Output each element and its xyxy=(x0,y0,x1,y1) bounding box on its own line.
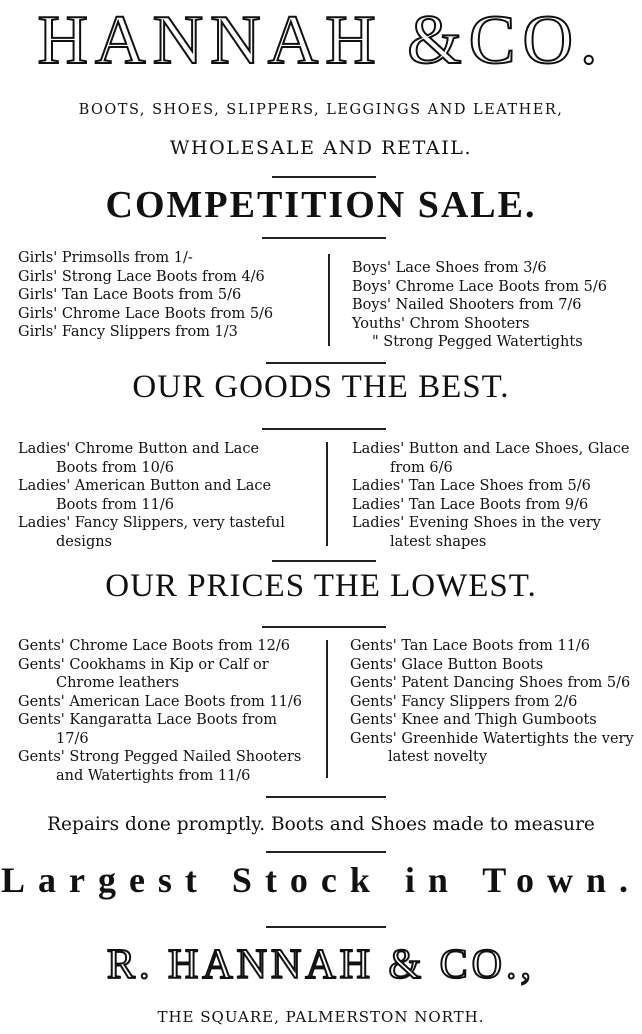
list-item: Gents' Chrome Lace Boots from 12/6 xyxy=(18,638,290,654)
list-item: Ladies' Fancy Slippers, very tasteful xyxy=(18,515,285,531)
headline-goods-best: OUR GOODS THE BEST. xyxy=(132,369,510,405)
list-item: Gents' Tan Lace Boots from 11/6 xyxy=(350,638,591,654)
firm-address: THE SQUARE, PALMERSTON NORTH. xyxy=(157,1008,485,1026)
ladies-price-list-left xyxy=(18,440,318,551)
divider xyxy=(262,237,386,239)
list-item: Boys' Lace Shoes from 3/6 xyxy=(352,260,547,276)
list-item-continued: Boots from 11/6 xyxy=(56,496,174,513)
list-item-continued: 17/6 xyxy=(56,730,89,747)
ladies-price-list-right xyxy=(352,440,640,551)
list-item: Gents' Greenhide Watertights the very xyxy=(350,730,634,747)
list-item: Gents' Glace Button Boots xyxy=(350,656,544,673)
divider xyxy=(262,626,386,628)
largest-stock-slogan: Largest Stock in Town. xyxy=(0,860,642,900)
list-item: Gents' American Lace Boots from 11/6 xyxy=(18,693,302,710)
list-item: " Strong Pegged Watertights xyxy=(372,334,583,350)
gents-price-list-left xyxy=(18,637,318,785)
firm-name-title: HANNAH &CO. xyxy=(37,2,605,79)
list-item: Girls' Tan Lace Boots from 5/6 xyxy=(18,287,242,303)
list-item: Boys' Nailed Shooters from 7/6 xyxy=(352,297,582,313)
list-item: Ladies' Tan Lace Boots from 9/6 xyxy=(352,496,589,513)
list-item: Girls' Fancy Slippers from 1/3 xyxy=(18,324,238,340)
column-divider xyxy=(326,442,328,546)
list-item: Ladies' Button and Lace Shoes, Glace xyxy=(352,441,630,457)
product-lines: BOOTS, SHOES, SLIPPERS, LEGGINGS AND LEATHER, xyxy=(78,102,564,118)
list-item: Ladies' Evening Shoes in the very xyxy=(352,515,601,531)
gents-price-list-right xyxy=(350,637,640,767)
list-item-continued: Chrome leathers xyxy=(56,675,180,691)
list-item-continued: latest shapes xyxy=(390,533,487,550)
list-item: Ladies' Chrome Button and Lace xyxy=(18,441,260,457)
list-item-continued: from 6/6 xyxy=(390,459,453,476)
list-item: Boys' Chrome Lace Boots from 5/6 xyxy=(352,278,607,295)
list-item-continued: and Watertights from 11/6 xyxy=(56,767,251,784)
list-item: Gents' Patent Dancing Shoes from 5/6 xyxy=(350,675,631,691)
list-item: Gents' Kangaratta Lace Boots from xyxy=(18,712,277,728)
divider xyxy=(262,428,386,430)
firm-signature: R. HANNAH & CO., xyxy=(106,942,535,988)
column-divider xyxy=(328,254,330,346)
list-item: Gents' Fancy Slippers from 2/6 xyxy=(350,693,578,710)
list-item: Youths' Chrom Shooters xyxy=(352,315,530,332)
girls-price-list xyxy=(18,249,318,342)
divider xyxy=(272,560,376,562)
column-divider xyxy=(326,640,328,778)
trade-type: WHOLESALE AND RETAIL. xyxy=(169,137,473,159)
headline-prices-lowest: OUR PRICES THE LOWEST. xyxy=(105,568,537,604)
list-item-continued: designs xyxy=(56,533,113,550)
boys-price-list xyxy=(352,259,637,352)
divider xyxy=(266,796,386,798)
list-item: Ladies' American Button and Lace xyxy=(18,478,272,494)
list-item: Gents' Cookhams in Kip or Calf or xyxy=(18,656,269,673)
list-item: Gents' Strong Pegged Nailed Shooters xyxy=(18,749,302,765)
list-item: Girls' Primsolls from 1/- xyxy=(18,250,193,266)
divider xyxy=(266,926,386,928)
divider xyxy=(272,176,376,178)
headline-competition-sale: COMPETITION SALE. xyxy=(105,184,537,226)
list-item: Gents' Knee and Thigh Gumboots xyxy=(350,712,597,728)
list-item: Girls' Chrome Lace Boots from 5/6 xyxy=(18,305,274,322)
repairs-notice: Repairs done promptly. Boots and Shoes made to measure xyxy=(47,814,595,835)
list-item-continued: Boots from 10/6 xyxy=(56,459,174,476)
list-item-continued: latest novelty xyxy=(388,749,488,765)
divider xyxy=(266,362,386,364)
list-item: Ladies' Tan Lace Shoes from 5/6 xyxy=(352,478,591,494)
divider xyxy=(266,851,386,853)
list-item: Girls' Strong Lace Boots from 4/6 xyxy=(18,268,265,285)
